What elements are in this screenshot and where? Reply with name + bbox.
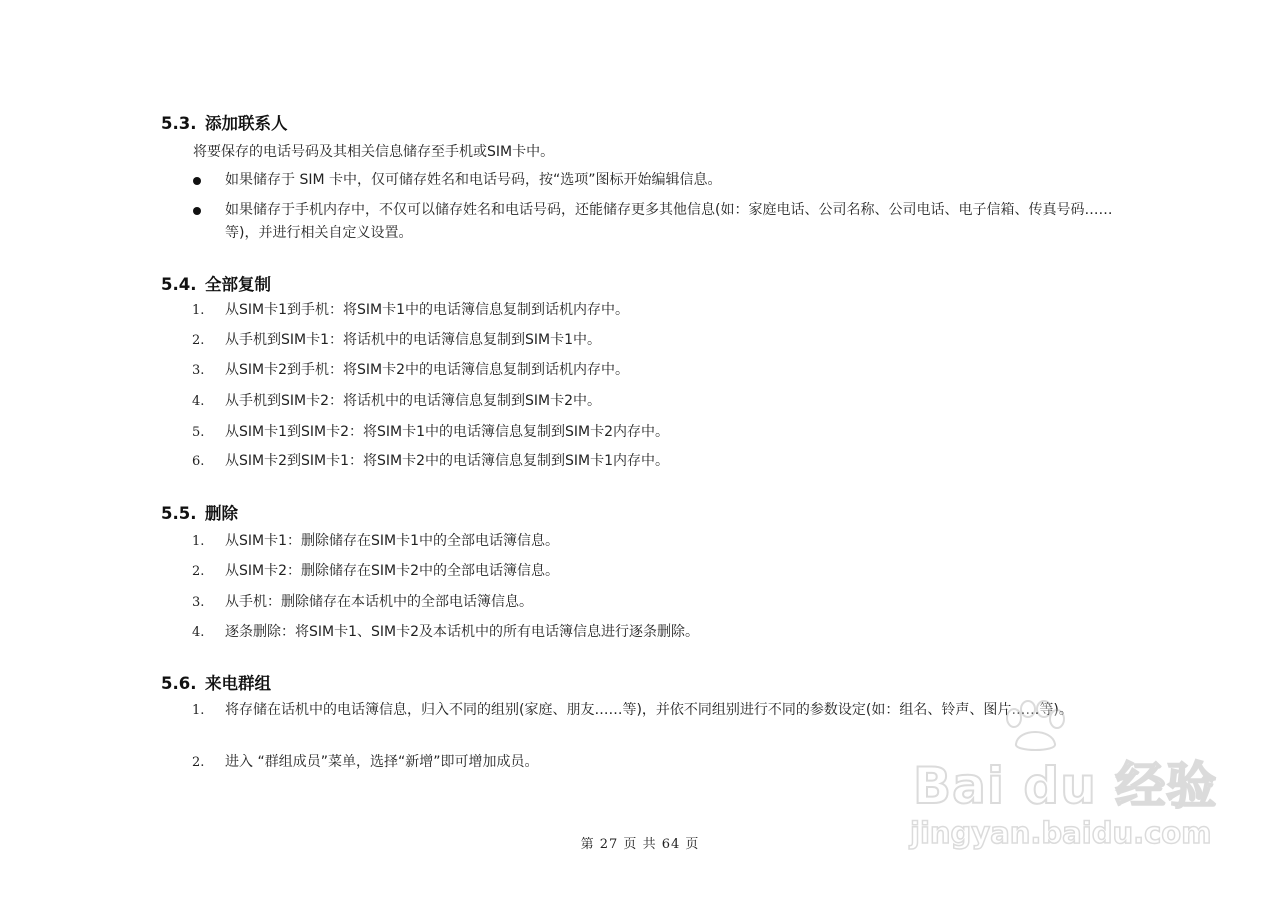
list-item-text: 从SIM卡2到手机：将SIM卡2中的电话簿信息复制到话机内存中。 bbox=[225, 362, 630, 378]
list-item-text: 从SIM卡2到SIM卡1：将SIM卡2中的电话簿信息复制到SIM卡1内存中。 bbox=[225, 453, 670, 469]
list-item-number: 1. bbox=[192, 534, 205, 549]
list-item-number: 5. bbox=[192, 425, 205, 440]
section-number: 5.5. bbox=[161, 504, 197, 523]
baidu-watermark bbox=[905, 700, 1218, 860]
section-title: 全部复制 bbox=[205, 275, 271, 294]
list-item-number: 1. bbox=[192, 703, 205, 718]
section-title: 来电群组 bbox=[205, 674, 271, 693]
watermark-url: jingyan.baidu.com bbox=[910, 816, 1212, 850]
list-item-text: 从SIM卡2：删除储存在SIM卡2中的全部电话簿信息。 bbox=[225, 563, 560, 579]
section-number: 5.6. bbox=[161, 674, 197, 693]
watermark-logo: Bai du 经验 bbox=[913, 757, 1218, 815]
bullet-icon bbox=[193, 207, 201, 215]
list-item-number: 6. bbox=[192, 454, 205, 469]
list-item-text: 如果储存于手机内存中，不仅可以储存姓名和电话号码，还能储存更多其他信息(如：家庭电话、公司名称、公司电话、电子信箱、传真号码……等)，并进行相关自定义设置。 bbox=[225, 202, 1113, 241]
section-intro: 将要保存的电话号码及其相关信息储存至手机或SIM卡中。 bbox=[193, 144, 555, 160]
list-item-number: 4. bbox=[192, 394, 205, 409]
list-item-number: 3. bbox=[192, 595, 205, 610]
list-item-text: 逐条删除：将SIM卡1、SIM卡2及本话机中的所有电话簿信息进行逐条删除。 bbox=[225, 624, 700, 640]
list-item-text: 从SIM卡1到SIM卡2：将SIM卡1中的电话簿信息复制到SIM卡2内存中。 bbox=[225, 424, 670, 440]
list-item-text: 将存储在话机中的电话簿信息，归入不同的组别(家庭、朋友……等)，并依不同组别进行不同的参数设定(如：组名、铃声、图片……等)。 bbox=[225, 702, 1073, 718]
section-heading-5-3 bbox=[161, 110, 288, 134]
section-heading-5-5 bbox=[161, 500, 238, 524]
section-title: 添加联系人 bbox=[205, 114, 288, 133]
section-title: 删除 bbox=[205, 504, 238, 523]
list-item-text: 从手机到SIM卡2：将话机中的电话簿信息复制到SIM卡2中。 bbox=[225, 393, 602, 409]
section-heading-5-6 bbox=[161, 670, 271, 694]
paw-icon bbox=[1000, 700, 1070, 752]
list-item-number: 2. bbox=[192, 333, 205, 348]
list-item-text: 进入 “群组成员”菜单，选择“新增”即可增加成员。 bbox=[225, 754, 539, 770]
section-heading-5-4 bbox=[161, 271, 271, 295]
list-item-text: 从手机到SIM卡1：将话机中的电话簿信息复制到SIM卡1中。 bbox=[225, 332, 602, 348]
list-item-number: 2. bbox=[192, 755, 205, 770]
bullet-icon bbox=[193, 177, 201, 185]
list-item-number: 4. bbox=[192, 625, 205, 640]
page-footer: 第 27 页 共 64 页 bbox=[580, 837, 700, 852]
list-item-text: 如果储存于 SIM 卡中，仅可储存姓名和电话号码，按“选项”图标开始编辑信息。 bbox=[225, 172, 722, 188]
section-number: 5.3. bbox=[161, 114, 197, 133]
list-item-text: 从手机：删除储存在本话机中的全部电话簿信息。 bbox=[225, 594, 533, 610]
section-number: 5.4. bbox=[161, 275, 197, 294]
list-item-text: 从SIM卡1到手机：将SIM卡1中的电话簿信息复制到话机内存中。 bbox=[225, 302, 630, 318]
list-item-text: 从SIM卡1：删除储存在SIM卡1中的全部电话簿信息。 bbox=[225, 533, 560, 549]
list-item-number: 2. bbox=[192, 564, 205, 579]
list-item-number: 3. bbox=[192, 363, 205, 378]
list-item-number: 1. bbox=[192, 303, 205, 318]
